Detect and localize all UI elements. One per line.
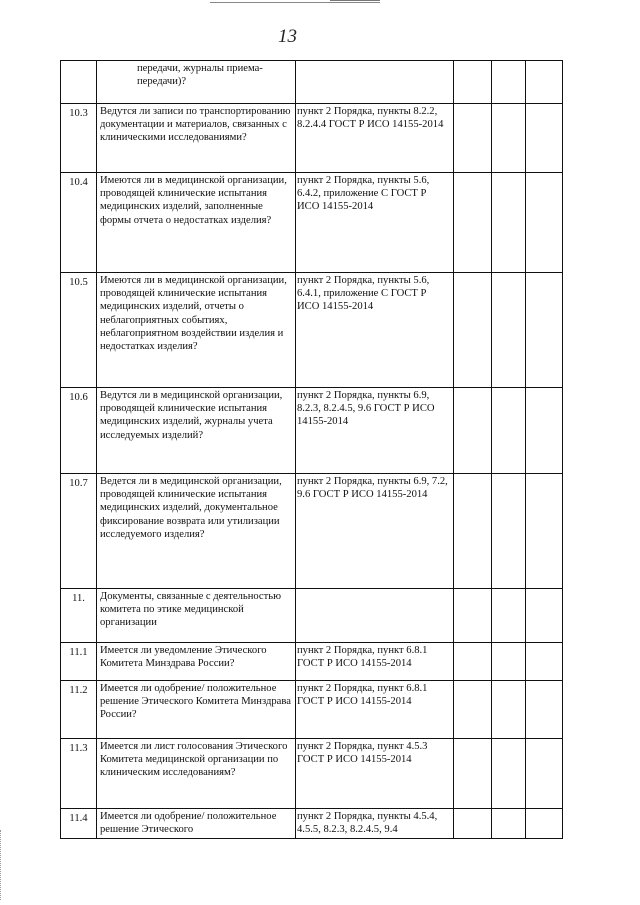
answer-no-cell (492, 739, 526, 809)
answer-yes-cell (454, 474, 492, 589)
table-row (61, 104, 563, 173)
answer-no-cell (492, 173, 526, 273)
answer-no-cell (492, 273, 526, 388)
table-row (61, 61, 563, 104)
note-cell (526, 809, 563, 839)
row-number: 10.7 (61, 474, 97, 589)
regulation-reference: пункт 2 Порядка, пункты 5.6, 6.4.1, приложение С ГОСТ Р ИСО 14155-2014 (296, 273, 454, 388)
answer-yes-cell (454, 809, 492, 839)
table-row (61, 474, 563, 589)
answer-no-cell (492, 388, 526, 474)
requirement-text: передачи, журналы приема-передачи)? (97, 61, 296, 104)
note-cell (526, 681, 563, 739)
regulation-reference: пункт 2 Порядка, пункт 4.5.3 ГОСТ Р ИСО 14155-2014 (296, 739, 454, 809)
requirement-text: Имеются ли в медицинской организации, проводящей клинические испытания медицинских изделий, отчеты о неблагоприятных событиях, неблагоприятном воздействии изделия и недостатках изделия? (97, 273, 296, 388)
answer-yes-cell (454, 681, 492, 739)
requirement-text: Имеется ли одобрение/ положительное решение Этического (97, 809, 296, 839)
row-number: 11. (61, 589, 97, 643)
answer-yes-cell (454, 273, 492, 388)
note-cell (526, 273, 563, 388)
requirement-text: Имеются ли в медицинской организации, проводящей клинические испытания медицинских изделий, заполненные формы отчета о недостатках изделия? (97, 173, 296, 273)
table-row (61, 809, 563, 839)
table-row (61, 589, 563, 643)
row-number: 10.5 (61, 273, 97, 388)
row-number: 11.2 (61, 681, 97, 739)
answer-no-cell (492, 61, 526, 104)
requirement-text: Ведется ли в медицинской организации, проводящей клинические испытания медицинских изделий, документальное фиксирование возврата или утилизации исследуемого изделия? (97, 474, 296, 589)
note-cell (526, 589, 563, 643)
answer-no-cell (492, 474, 526, 589)
table-row (61, 739, 563, 809)
note-cell (526, 61, 563, 104)
row-number: 11.1 (61, 643, 97, 681)
answer-no-cell (492, 681, 526, 739)
note-cell (526, 474, 563, 589)
requirement-text: Имеется ли одобрение/ положительное решение Этического Комитета Минздрава России? (97, 681, 296, 739)
section-heading: Документы, связанные с деятельностью комитета по этике медицинской организации (97, 589, 296, 643)
regulation-reference (296, 589, 454, 643)
answer-yes-cell (454, 104, 492, 173)
regulation-reference (296, 61, 454, 104)
requirement-text: Ведутся ли записи по транспортированию документации и материалов, связанных с клиническими исследованиями? (97, 104, 296, 173)
regulation-reference: пункт 2 Порядка, пункт 6.8.1 ГОСТ Р ИСО 14155-2014 (296, 681, 454, 739)
row-number: 10.6 (61, 388, 97, 474)
answer-no-cell (492, 589, 526, 643)
answer-no-cell (492, 643, 526, 681)
row-number (61, 61, 97, 104)
requirement-text: Имеется ли уведомление Этического Комитета Минздрава России? (97, 643, 296, 681)
row-number: 10.4 (61, 173, 97, 273)
answer-yes-cell (454, 388, 492, 474)
requirement-text: Имеется ли лист голосования Этического Комитета медицинской организации по клиническим исследованиям? (97, 739, 296, 809)
answer-yes-cell (454, 589, 492, 643)
regulation-reference: пункт 2 Порядка, пункты 5.6, 6.4.2, приложение С ГОСТ Р ИСО 14155-2014 (296, 173, 454, 273)
table-row (61, 173, 563, 273)
page-number: 13 (278, 26, 297, 47)
table-row (61, 643, 563, 681)
table-row (61, 681, 563, 739)
table-row (61, 273, 563, 388)
regulation-reference: пункт 2 Порядка, пункты 4.5.4, 4.5.5, 8.2.3, 8.2.4.5, 9.4 (296, 809, 454, 839)
row-number: 10.3 (61, 104, 97, 173)
answer-no-cell (492, 104, 526, 173)
note-cell (526, 739, 563, 809)
regulation-reference: пункт 2 Порядка, пункты 8.2.2, 8.2.4.4 ГОСТ Р ИСО 14155-2014 (296, 104, 454, 173)
answer-yes-cell (454, 643, 492, 681)
requirement-text: Ведутся ли в медицинской организации, проводящей клинические испытания медицинских изделий, журналы учета исследуемых изделий? (97, 388, 296, 474)
regulation-reference: пункт 2 Порядка, пункт 6.8.1 ГОСТ Р ИСО 14155-2014 (296, 643, 454, 681)
note-cell (526, 388, 563, 474)
answer-yes-cell (454, 739, 492, 809)
answer-no-cell (492, 809, 526, 839)
scan-edge-line (330, 0, 380, 1)
answer-yes-cell (454, 173, 492, 273)
scan-edge-line (210, 2, 380, 3)
note-cell (526, 173, 563, 273)
note-cell (526, 104, 563, 173)
regulation-reference: пункт 2 Порядка, пункты 6.9, 7.2, 9.6 ГОСТ Р ИСО 14155-2014 (296, 474, 454, 589)
row-number: 11.3 (61, 739, 97, 809)
table-row (61, 388, 563, 474)
scan-binding-marks (0, 830, 1, 900)
regulation-reference: пункт 2 Порядка, пункты 6.9, 8.2.3, 8.2.4.5, 9.6 ГОСТ Р ИСО 14155-2014 (296, 388, 454, 474)
checklist-table (60, 60, 563, 839)
row-number: 11.4 (61, 809, 97, 839)
note-cell (526, 643, 563, 681)
answer-yes-cell (454, 61, 492, 104)
